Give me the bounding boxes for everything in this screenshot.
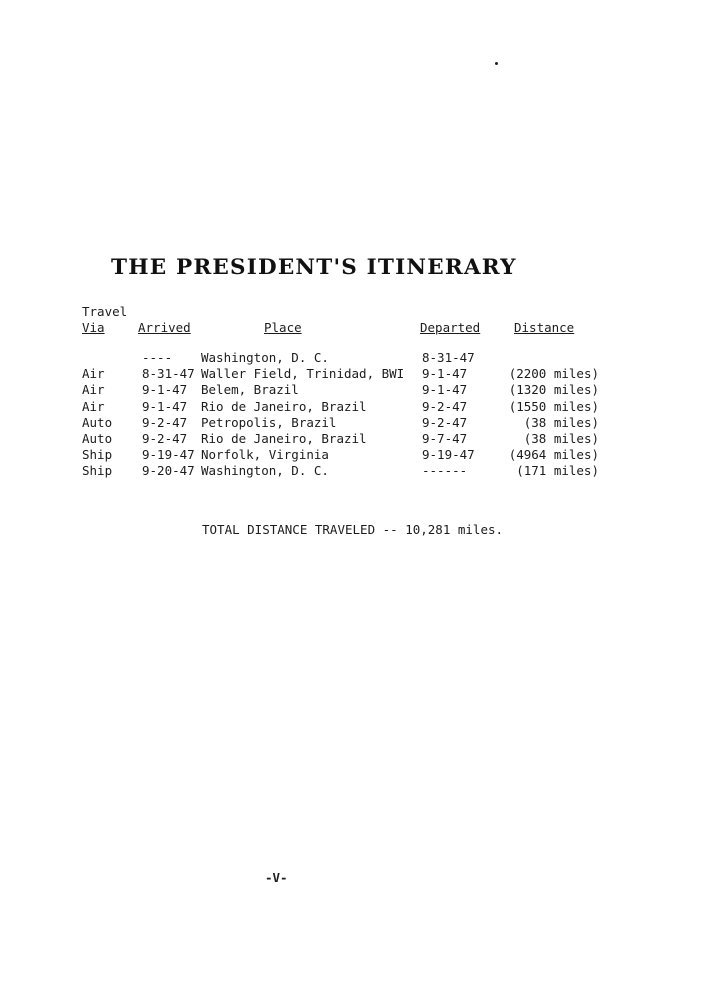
row-3-via: Air <box>82 382 105 398</box>
row-2-departed: 9-1-47 <box>422 366 468 382</box>
row-7-distance: (4964 miles) <box>508 447 599 463</box>
header-via: Via <box>82 320 105 335</box>
header-arrived: Arrived <box>138 320 191 335</box>
row-8-distance: (171 miles) <box>516 463 599 479</box>
speck <box>495 62 498 65</box>
total-distance: TOTAL DISTANCE TRAVELED -- 10,281 miles. <box>202 522 504 537</box>
page-title: THE PRESIDENT'S ITINERARY <box>111 255 517 280</box>
row-4-arrived: 9-1-47 <box>142 398 188 414</box>
row-7-arrived: 9-19-47 <box>142 447 195 463</box>
row-7-departed: 9-19-47 <box>422 447 475 463</box>
row-2-via: Air <box>82 366 105 382</box>
header-place: Place <box>264 320 302 335</box>
row-1-departed: 8-31-47 <box>422 350 475 365</box>
row-3-arrived: 9-1-47 <box>142 382 188 398</box>
row-8-place: Washington, D. C. <box>201 463 329 479</box>
row-1-arrived: ---- <box>142 350 173 365</box>
row-6-via: Auto <box>82 431 113 446</box>
row-2-arrived: 8-31-47 <box>142 366 195 382</box>
row-7-place: Norfolk, Virginia <box>201 447 329 463</box>
row-3-place: Belem, Brazil <box>201 382 299 398</box>
row-7-via: Ship <box>82 447 113 463</box>
row-5-via: Auto <box>82 414 113 430</box>
header-travel: Travel <box>82 304 128 319</box>
row-2-place: Waller Field, Trinidad, BWI <box>201 366 405 382</box>
row-4-via: Air <box>82 398 105 414</box>
row-3-distance: (1320 miles) <box>508 382 599 398</box>
row-4-place: Rio de Janeiro, Brazil <box>201 398 367 414</box>
row-5-place: Petropolis, Brazil <box>201 414 337 430</box>
row-6-departed: 9-7-47 <box>422 431 468 446</box>
row-3-departed: 9-1-47 <box>422 382 468 398</box>
row-6-place: Rio de Janeiro, Brazil <box>201 431 367 446</box>
page-number: -V- <box>265 870 288 885</box>
row-2-distance: (2200 miles) <box>508 366 599 382</box>
row-8-departed: ------ <box>422 463 468 479</box>
row-8-via: Ship <box>82 463 113 479</box>
row-4-departed: 9-2-47 <box>422 398 468 414</box>
row-4-distance: (1550 miles) <box>508 398 599 414</box>
row-8-arrived: 9-20-47 <box>142 463 195 479</box>
row-1-place: Washington, D. C. <box>201 350 329 365</box>
header-distance: Distance <box>514 320 575 335</box>
header-departed: Departed <box>420 320 481 335</box>
row-6-distance: (38 miles) <box>523 431 599 446</box>
row-6-arrived: 9-2-47 <box>142 431 188 446</box>
row-5-arrived: 9-2-47 <box>142 414 188 430</box>
row-5-departed: 9-2-47 <box>422 414 468 430</box>
row-5-distance: (38 miles) <box>523 414 599 430</box>
